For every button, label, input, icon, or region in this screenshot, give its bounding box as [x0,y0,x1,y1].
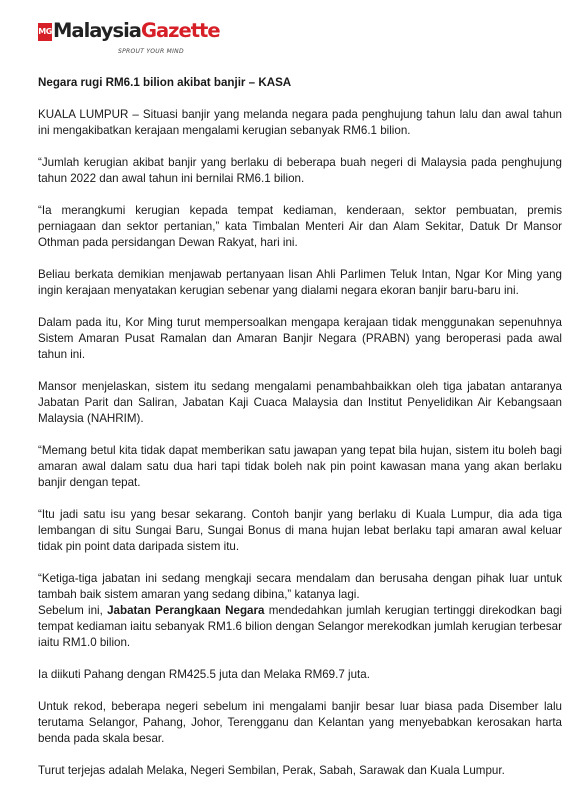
para-text-before: Sebelum ini, [38,604,108,617]
logo-tagline: SPROUT YOUR MIND [118,48,184,55]
article-paragraph: “Ketiga-tiga jabatan ini sedang mengkaji secara mendalam dan berusaha dengan pihak luar untuk tambah baik sistem amaran yang sedang dibina,” katanya lagi. [38,572,562,601]
para-text-after: mendedahkan jumlah kerugian tertinggi direkodkan bagi tempat kediaman iaitu sebanyak RM1.6 bilion dengan Selangor merekodkan jumlah kerugian terbesar iaitu RM1.0 bilion. [38,604,562,649]
article-paragraph-with-bold [38,603,562,651]
logo-word-gazette: Gazette [140,19,220,42]
article-paragraph: “Jumlah kerugian akibat banjir yang berlaku di beberapa buah negeri di Malaysia pada penghujung tahun 2022 dan awal tahun ini bernilai RM6.1 bilion. [38,156,562,185]
article-body [38,75,562,795]
article-paragraph: “Ia merangkumi kerugian kepada tempat kediaman, kenderaan, sektor pembuatan, premis perniagaan dan sektor pertanian,” kata Timbalan Menteri Air dan Alam Sekitar, Datuk Dr Mansor Othman pada persidangan Dewan Rakyat, hari ini. [38,204,562,249]
article-paragraph: Mansor menjelaskan, sistem itu sedang mengalami penambahbaikkan oleh tiga jabatan antaranya Jabatan Parit dan Saliran, Jabatan Kaji Cuaca Malaysia dan Institut Penyelidikan Air Kebangsaan Malaysia (NAHRIM). [38,380,562,425]
article-paragraph: Dalam pada itu, Kor Ming turut mempersoalkan mengapa kerajaan tidak menggunakan sepenuhnya Sistem Amaran Pusat Ramalan dan Amaran Banjir Negara (PRABN) yang beroperasi pada awal tahun ini. [38,316,562,361]
malaysia-gazette-logo[interactable] [38,19,220,65]
article-paragraph: Ia diikuti Pahang dengan RM425.5 juta dan Melaka RM69.7 juta. [38,668,370,681]
article-paragraph: KUALA LUMPUR – Situasi banjir yang melanda negara pada penghujung tahun lalu dan awal tahun ini mengakibatkan kerajaan mengalami kerugian sebanyak RM6.1 bilion. [38,108,562,137]
article-paragraph: Untuk rekod, beberapa negeri sebelum ini mengalami banjir besar luar biasa pada Disember lalu terutama Selangor, Pahang, Johor, Terengganu dan Kelantan yang menyebabkan kerosakan harta benda pada skala besar. [38,700,562,745]
article-paragraph: Turut terjejas adalah Melaka, Negeri Sembilan, Perak, Sabah, Sarawak dan Kuala Lumpur. [38,764,505,777]
article-paragraph: “Itu jadi satu isu yang besar sekarang. Contoh banjir yang berlaku di Kuala Lumpur, dia ada tiga lembangan di situ Sungai Baru, Sungai Bonus di mana hujan lebat berlaku tapi amaran awal keluar tidak pin point data daripada sistem itu. [38,508,562,553]
logo-wordmark [53,19,220,42]
logo-word-malaysia: Malaysia [53,19,141,42]
article-headline: Negara rugi RM6.1 bilion akibat banjir – KASA [38,76,292,89]
article-paragraph: Beliau berkata demikian menjawab pertanyaan lisan Ahli Parlimen Teluk Intan, Ngar Kor Ming yang ingin kerajaan menyatakan kerugian sebenar yang dialami negara ekoran banjir baru-baru ini. [38,268,562,297]
bold-entity-jabatan-perangkaan: Jabatan Perangkaan Negara [107,604,265,617]
article-paragraph: “Memang betul kita tidak dapat memberikan satu jawapan yang tepat bila hujan, sistem itu boleh bagi amaran awal dalam satu dua hari tapi tidak boleh nak pin point kawasan mana yang akan berlaku banjir dengan tepat. [38,444,562,489]
logo-mark: MG [38,23,52,41]
